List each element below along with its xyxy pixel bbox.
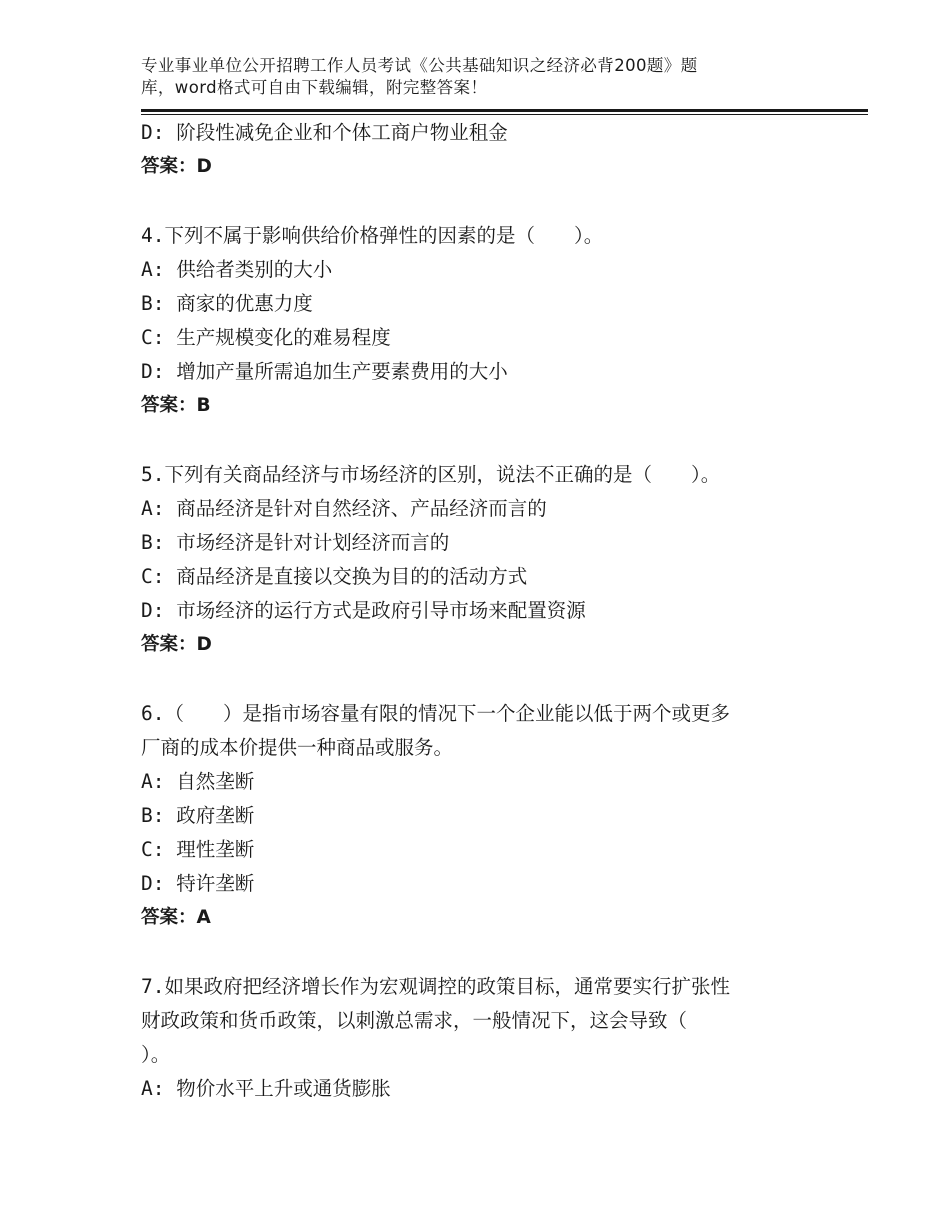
- option-b: B: 商家的优惠力度: [141, 292, 313, 315]
- question-stem-line-2: 厂商的成本价提供一种商品或服务。: [141, 736, 454, 759]
- option-b: B: 政府垄断: [141, 804, 255, 827]
- question-stem-line-1: 7.如果政府把经济增长作为宏观调控的政策目标，通常要实行扩张性: [141, 975, 730, 998]
- document-page: [141, 0, 868, 1106]
- option-a: A: 商品经济是针对自然经济、产品经济而言的: [141, 497, 547, 520]
- question-3-tail: [141, 116, 868, 184]
- answer: 答案：D: [141, 156, 212, 177]
- option-d: D: 特许垄断: [141, 872, 255, 895]
- question-stem: 5.下列有关商品经济与市场经济的区别，说法不正确的是（ ）。: [141, 463, 721, 486]
- option-c: C: 理性垄断: [141, 838, 255, 861]
- question-4: [141, 219, 868, 423]
- question-7: [141, 970, 868, 1106]
- option-a: A: 物价水平上升或通货膨胀: [141, 1077, 391, 1100]
- document-header: [141, 55, 781, 99]
- question-stem-line-3: ）。: [141, 1043, 171, 1066]
- question-stem: 4.下列不属于影响供给价格弹性的因素的是（ ）。: [141, 224, 604, 247]
- header-divider: [141, 109, 868, 112]
- option-d: D: 市场经济的运行方式是政府引导市场来配置资源: [141, 599, 586, 622]
- question-6: [141, 697, 868, 935]
- question-5: [141, 458, 868, 662]
- answer: 答案：B: [141, 395, 211, 416]
- option-d: D: 增加产量所需追加生产要素费用的大小: [141, 360, 508, 383]
- option-a: A: 供给者类别的大小: [141, 258, 333, 281]
- question-stem-line-1: 6.（ ）是指市场容量有限的情况下一个企业能以低于两个或更多: [141, 702, 730, 725]
- header-title-line-2: 库，word格式可自由下载编辑，附完整答案！: [141, 78, 488, 97]
- answer: 答案：A: [141, 907, 211, 928]
- option-c: C: 生产规模变化的难易程度: [141, 326, 391, 349]
- option-c: C: 商品经济是直接以交换为目的的活动方式: [141, 565, 528, 588]
- option-d: D: 阶段性减免企业和个体工商户物业租金: [141, 121, 508, 144]
- option-a: A: 自然垄断: [141, 770, 255, 793]
- option-b: B: 市场经济是针对计划经济而言的: [141, 531, 450, 554]
- question-stem-line-2: 财政政策和货币政策，以刺激总需求，一般情况下，这会导致（: [141, 1009, 688, 1032]
- answer: 答案：D: [141, 634, 212, 655]
- header-title-line-1: 专业事业单位公开招聘工作人员考试《公共基础知识之经济必背200题》题: [141, 56, 698, 75]
